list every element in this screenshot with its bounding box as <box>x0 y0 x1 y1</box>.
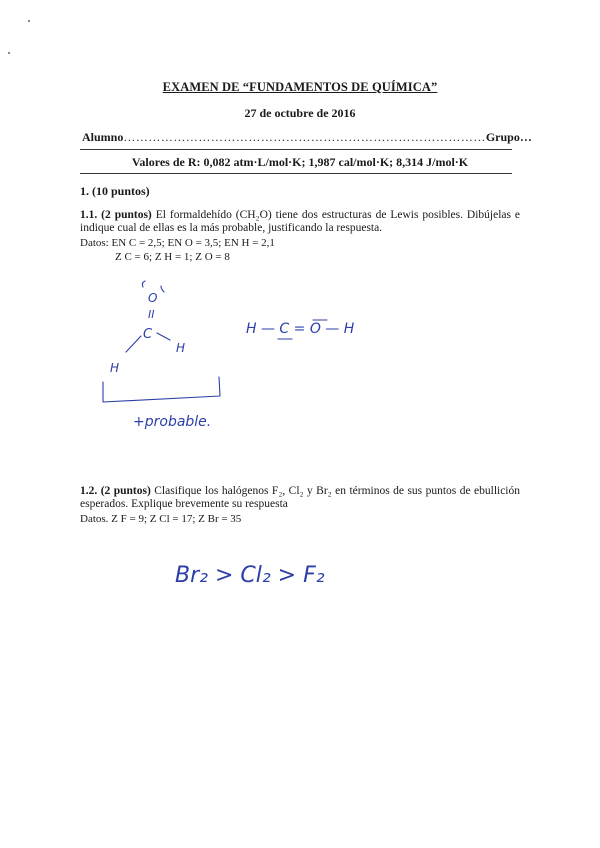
question-1-2-label: 1.2. (2 puntos) <box>80 485 151 497</box>
question-1-1-datos: Datos: EN C = 2,5; EN O = 3,5; EN H = 2,1 <box>80 237 275 249</box>
exam-title: EXAMEN DE “FUNDAMENTOS DE QUÍMICA” <box>162 80 438 94</box>
question-1-2-datos: Datos. Z F = 9; Z Cl = 17; Z Br = 35 <box>80 513 242 525</box>
hw-hydrogen-right: H <box>176 341 186 355</box>
question-1-heading: 1. (10 puntos) <box>80 184 150 198</box>
grupo-label: Grupo… <box>485 130 532 144</box>
gas-constant-values: Valores de R: 0,082 atm·L/mol·K; 1,987 cal/mol·K; 8,314 J/mol·K <box>131 155 469 169</box>
alumno-label: Alumno <box>82 130 124 144</box>
hw-structure-2: H — C = O — H <box>246 321 355 337</box>
question-1-1-text: El formaldehído (CH₂O) tiene dos estructuras de Lewis posibles. Dibújelas e indique cual de ellas es la más probable, justificando la respuesta. <box>80 209 521 234</box>
alumno-fill-dots: …………………………………………………………………………… <box>123 130 486 144</box>
hw-hydrogen-left: H <box>110 361 120 375</box>
hw-double-bond: II <box>148 308 155 321</box>
hw-probable-label: +probable. <box>133 414 212 430</box>
question-1-1-label: 1.1. (2 puntos) <box>80 209 152 221</box>
hw-oxygen: O <box>148 291 158 305</box>
hw-carbon: C <box>143 327 153 342</box>
question-1-1-z-values: Z C = 6; Z H = 1; Z O = 8 <box>115 251 230 263</box>
question-1-2-text: Clasifique los halógenos F₂, Cl₂ y Br₂ en términos de sus puntos de ebullición esperados. Explique brevemente su respuesta <box>80 485 521 510</box>
hw-halogen-ranking: Br₂ > Cl₂ > F₂ <box>175 563 325 588</box>
exam-date: 27 de octubre de 2016 <box>244 106 356 120</box>
